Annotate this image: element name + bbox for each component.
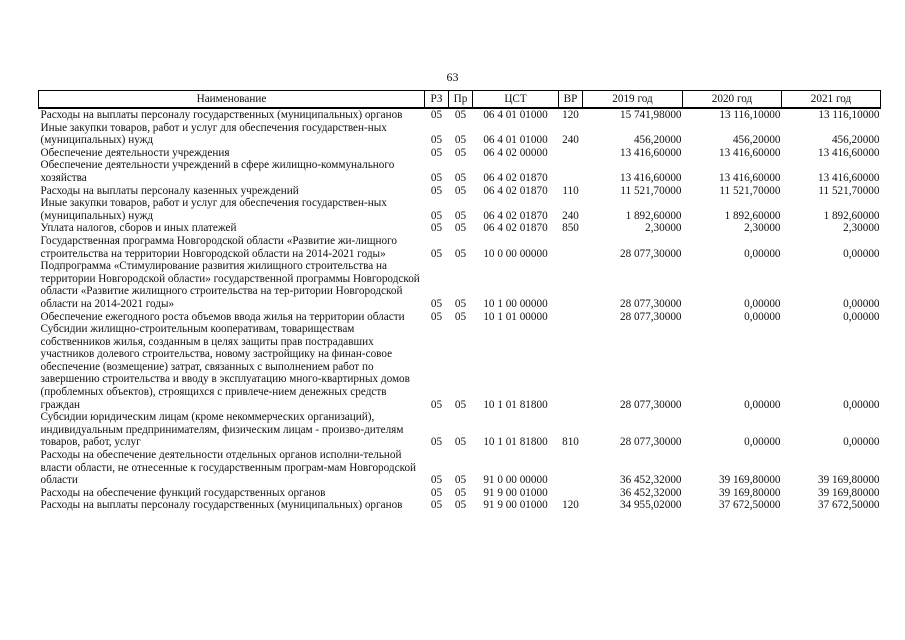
cell-pr: 05	[454, 146, 467, 159]
cell-vr: 120	[562, 109, 579, 121]
table-row	[39, 449, 881, 487]
table-row	[39, 159, 881, 184]
cell-2020: 13 116,10000	[719, 109, 781, 121]
cell-name: Расходы на обеспечение деятельности отдельных органов исполни-тельной власти области, не отнесенные к государственным програм-мам Новгородской области	[40, 449, 417, 487]
table-row	[39, 487, 881, 500]
cell-2020: 0,00000	[744, 310, 781, 323]
cell-name: Иные закупки товаров, работ и услуг для обеспечения государствен-ных (муниципальных) нужд	[40, 197, 387, 222]
cell-cst: 06 4 02 00000	[483, 146, 548, 159]
cell-pr: 05	[454, 398, 467, 411]
cell-2019: 28 077,30000	[619, 297, 682, 310]
cell-2021: 39 169,80000	[817, 486, 880, 499]
cell-cst: 10 1 00 00000	[483, 297, 548, 310]
cell-2020: 37 672,50000	[718, 499, 781, 512]
cell-2019: 1 892,60000	[625, 209, 682, 222]
cell-2020: 13 416,60000	[718, 171, 781, 184]
cell-cst: 91 9 00 01000	[483, 486, 548, 499]
cell-cst: 91 9 00 01000	[483, 499, 548, 512]
cell-cst: 06 4 02 01870	[483, 184, 548, 197]
cell-vr	[559, 260, 583, 310]
table-row	[39, 122, 881, 147]
cell-vr	[559, 159, 583, 184]
cell-pr: 05	[454, 436, 467, 449]
cell-name: Обеспечение деятельности учреждения	[40, 146, 230, 159]
cell-2019: 28 077,30000	[619, 398, 682, 411]
cell-name: Иные закупки товаров, работ и услуг для обеспечения государствен-ных (муниципальных) нужд	[40, 121, 387, 147]
cell-rz: 05	[430, 474, 443, 487]
cell-rz: 05	[430, 247, 443, 260]
cell-vr: 240	[562, 209, 579, 222]
cell-name: Субсидии юридическим лицам (кроме некоммерческих организаций), индивидуальным предпринимателям, физическим лицам - произво-дителям товаров, работ, услуг	[40, 411, 404, 449]
cell-name: Расходы на выплаты персоналу государственных (муниципальных) органов	[40, 499, 403, 512]
cell-2021: 0,00000	[843, 297, 880, 310]
cell-cst: 10 1 01 81800	[483, 398, 548, 411]
cell-name: Уплата налогов, сборов и иных платежей	[40, 222, 237, 235]
cell-pr: 05	[454, 171, 467, 184]
cell-rz: 05	[430, 297, 443, 310]
cell-2021: 2,30000	[843, 222, 880, 235]
cell-rz: 05	[430, 134, 443, 147]
cell-2021: 1 892,60000	[823, 209, 880, 222]
budget-table	[38, 90, 881, 512]
cell-2019: 13 416,60000	[619, 146, 682, 159]
header-2019: 2019 год	[583, 91, 683, 109]
cell-2021: 13 416,60000	[817, 171, 880, 184]
cell-2020: 2,30000	[744, 222, 781, 235]
cell-2021: 0,00000	[843, 436, 880, 449]
table-row	[39, 222, 881, 235]
cell-2021: 0,00000	[843, 310, 880, 323]
cell-vr: 120	[562, 499, 579, 512]
table-row	[39, 499, 881, 512]
cell-vr	[559, 487, 583, 500]
cell-2019: 28 077,30000	[619, 310, 682, 323]
cell-2021: 0,00000	[843, 247, 880, 260]
cell-2019: 11 521,70000	[620, 184, 682, 197]
cell-2020: 39 169,80000	[718, 474, 781, 487]
page-number: 63	[446, 70, 459, 84]
cell-rz: 05	[430, 398, 443, 411]
table-row	[39, 147, 881, 160]
cell-2019: 15 741,98000	[619, 109, 682, 121]
cell-cst: 06 4 02 01870	[483, 209, 548, 222]
cell-vr: 110	[562, 184, 579, 197]
header-name: Наименование	[39, 91, 425, 109]
table-row	[39, 108, 881, 122]
cell-pr: 05	[454, 486, 467, 499]
cell-name: Расходы на обеспечение функций государственных органов	[40, 486, 326, 499]
cell-2020: 11 521,70000	[719, 184, 781, 197]
cell-2021: 39 169,80000	[817, 474, 880, 487]
cell-2019: 28 077,30000	[619, 247, 682, 260]
cell-cst: 10 1 01 81800	[483, 436, 548, 449]
cell-cst: 06 4 02 01870	[483, 222, 548, 235]
cell-vr: 850	[562, 222, 579, 235]
cell-vr	[559, 235, 583, 260]
cell-2021: 13 116,10000	[818, 109, 880, 121]
table-row	[39, 235, 881, 260]
cell-2019: 34 955,02000	[619, 499, 682, 512]
cell-rz: 05	[430, 184, 443, 197]
table-row	[39, 197, 881, 222]
cell-vr	[559, 323, 583, 411]
cell-name: Подпрограмма «Стимулирование развития жилищного строительства на территории Новгородской области» государственной программы Новгородской области «Развитие жилищного строительства на тер-ритории Новгородской области на 2014-2021 годы»	[40, 260, 420, 310]
cell-name: Субсидии жилищно-строительным кооперативам, товариществам собственников жилья, созданным в целях защиты прав пострадавших участников долевого строительства, новому застройщику на финан-совое обеспечение (возмещение) затрат, связанных с выполнением работ по завершению строительства и вводу в эксплуатацию много-квартирных домов (проблемных объектов), строящихся с привлече-нием денежных средств граждан	[40, 323, 410, 411]
table-row	[39, 185, 881, 198]
cell-2020: 1 892,60000	[724, 209, 781, 222]
cell-name: Расходы на выплаты персоналу казенных учреждений	[40, 184, 299, 197]
cell-name: Государственная программа Новгородской области «Развитие жи-лищного строительства на территории Новгородской области на 2014-2021 годы»	[40, 234, 397, 260]
cell-2020: 13 416,60000	[718, 146, 781, 159]
cell-vr	[559, 147, 583, 160]
cell-vr: 810	[562, 436, 579, 449]
cell-2019: 2,30000	[645, 222, 682, 235]
cell-rz: 05	[430, 109, 443, 121]
cell-name: Обеспечение ежегодного роста объемов ввода жилья на территории области	[40, 310, 405, 323]
cell-pr: 05	[454, 222, 467, 235]
cell-pr: 05	[454, 247, 467, 260]
cell-2019: 13 416,60000	[619, 171, 682, 184]
cell-pr: 05	[454, 297, 467, 310]
cell-rz: 05	[430, 222, 443, 235]
cell-pr: 05	[454, 499, 467, 512]
cell-cst: 06 4 01 01000	[483, 109, 548, 121]
cell-2020: 0,00000	[744, 436, 781, 449]
cell-2019: 36 452,32000	[619, 486, 682, 499]
header-rz: РЗ	[425, 91, 449, 109]
cell-rz: 05	[430, 310, 443, 323]
cell-pr: 05	[454, 109, 467, 121]
cell-name: Расходы на выплаты персоналу государственных (муниципальных) органов	[40, 109, 403, 121]
cell-2020: 39 169,80000	[718, 486, 781, 499]
cell-pr: 05	[454, 209, 467, 222]
cell-2021: 13 416,60000	[817, 146, 880, 159]
cell-2019: 36 452,32000	[619, 474, 682, 487]
cell-pr: 05	[454, 474, 467, 487]
cell-rz: 05	[430, 436, 443, 449]
cell-cst: 10 1 01 00000	[483, 310, 548, 323]
cell-vr	[559, 449, 583, 487]
header-pr: Пр	[449, 91, 473, 109]
cell-rz: 05	[430, 146, 443, 159]
cell-2020: 0,00000	[744, 398, 781, 411]
table-row	[39, 311, 881, 324]
cell-cst: 06 4 01 01000	[483, 134, 548, 147]
cell-2019: 28 077,30000	[619, 436, 682, 449]
cell-rz: 05	[430, 486, 443, 499]
cell-2021: 37 672,50000	[817, 499, 880, 512]
cell-pr: 05	[454, 134, 467, 147]
cell-vr: 240	[562, 134, 579, 147]
header-cst: ЦСТ	[473, 91, 559, 109]
cell-pr: 05	[454, 184, 467, 197]
cell-name: Обеспечение деятельности учреждений в сфере жилищно-коммунального хозяйства	[40, 159, 395, 184]
cell-rz: 05	[430, 209, 443, 222]
cell-rz: 05	[430, 499, 443, 512]
cell-2021: 456,20000	[831, 134, 880, 147]
cell-2020: 0,00000	[744, 247, 781, 260]
cell-cst: 10 0 00 00000	[483, 247, 548, 260]
header-2020: 2020 год	[683, 91, 782, 109]
cell-2020: 0,00000	[744, 297, 781, 310]
cell-2019: 456,20000	[633, 134, 682, 147]
header-2021: 2021 год	[782, 91, 881, 109]
cell-pr: 05	[454, 310, 467, 323]
table-header-row	[39, 91, 881, 109]
cell-vr	[559, 311, 583, 324]
cell-2021: 11 521,70000	[818, 184, 880, 197]
cell-cst: 06 4 02 01870	[483, 171, 548, 184]
table-row	[39, 260, 881, 310]
cell-rz: 05	[430, 171, 443, 184]
header-vr: ВР	[559, 91, 583, 109]
cell-2021: 0,00000	[843, 398, 880, 411]
cell-cst: 91 0 00 00000	[483, 474, 548, 487]
cell-2020: 456,20000	[732, 134, 781, 147]
table-row	[39, 411, 881, 449]
table-row	[39, 323, 881, 411]
